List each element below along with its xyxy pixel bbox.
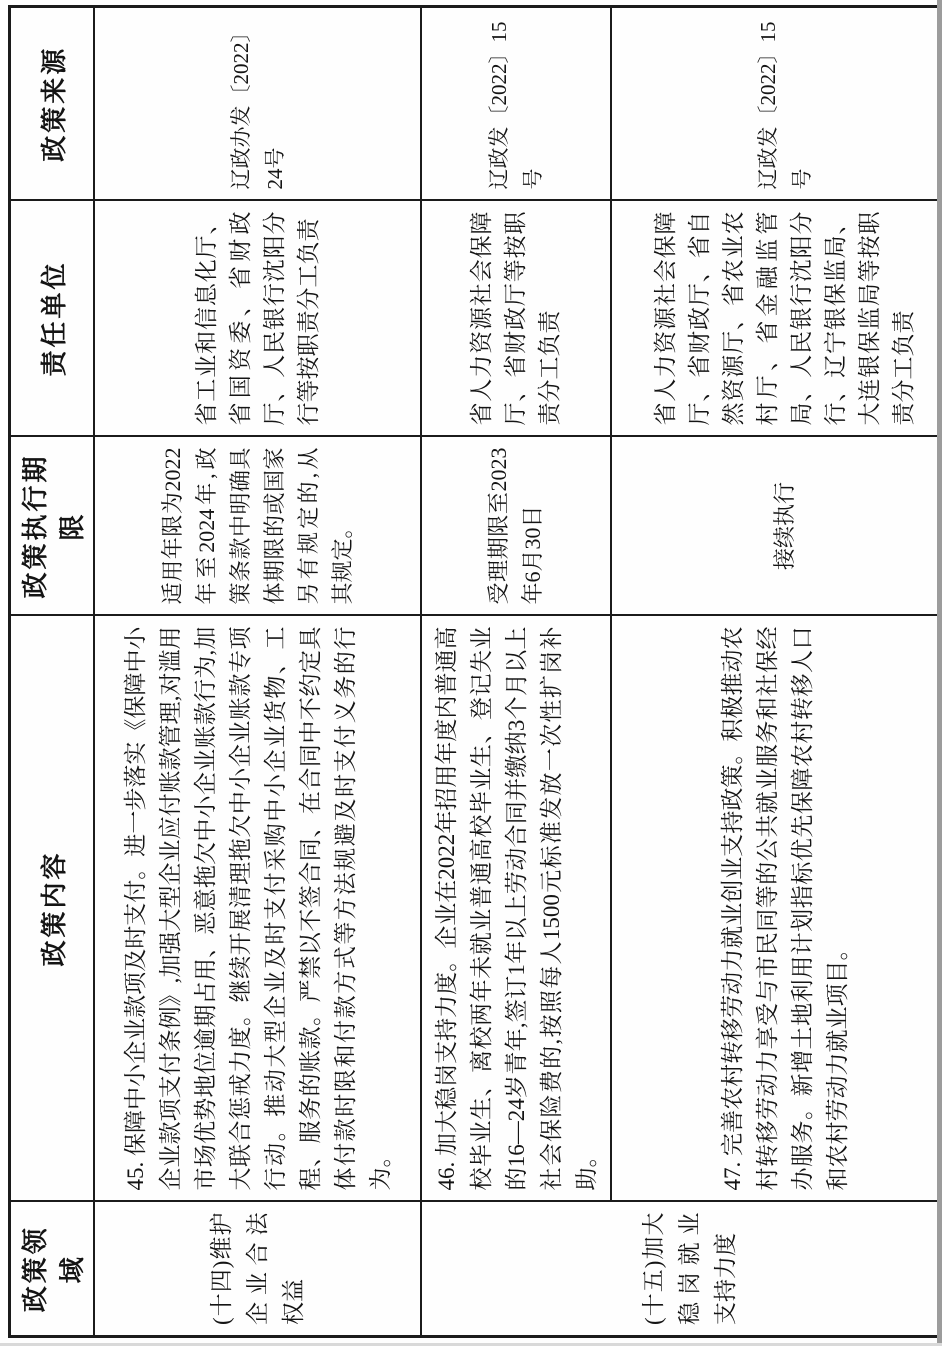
cell-45-source: 辽政办发〔2022〕24号 — [94, 7, 421, 201]
cell-45-unit: 省工业和信息化厅、省国资委、省财政厅、人民银行沈阳分行等按职责分工负责 — [94, 201, 421, 437]
cell-47-content: 47. 完善农村转移劳动力就业创业支持政策。积极推动农村转移劳动力享受与市民同等的公共就业服务和社保经办服务。新增土地利用计划指标优先保障农村转移人口和农村劳动力就业项目。 — [611, 616, 942, 1202]
cell-46-period: 受理期限至2023年6月30日 — [421, 437, 611, 616]
cell-45-field: (十四)维护企业合法权益 — [94, 1202, 421, 1337]
table-row-item-47 — [611, 7, 942, 1337]
cell-47-source: 辽政发〔2022〕15号 — [611, 7, 942, 201]
header-row — [10, 7, 95, 1337]
cell-46-source: 辽政发〔2022〕15号 — [421, 7, 611, 201]
cell-46-47-field-merged: (十五)加大稳岗就业支持力度 — [421, 1202, 942, 1337]
cell-45-content: 45. 保障中小企业款项及时支付。进一步落实《保障中小企业款项支付条例》,加强大型企业应付账款管理,对滥用市场优势地位逾期占用、恶意拖欠中小企业账款行为,加大联合惩戒力度。继续开展清理拖欠中小企业账款专项行动。推动大型企业及时支付采购中小企业货物、工程、服务的账款。严禁以不签合同、在合同中不约定具体付款时限和付款方式等方法规避及时支付义务的行为。 — [94, 616, 421, 1202]
scan-edge-shadow-right — [937, 0, 942, 1346]
table-row-item-46 — [421, 7, 611, 1337]
policy-table — [8, 5, 942, 1338]
rotated-table-container — [8, 8, 934, 1338]
header-cell-responsible-unit: 责任单位 — [10, 201, 95, 437]
header-cell-policy-source: 政策来源 — [10, 7, 95, 201]
cell-47-period: 接续执行 — [611, 437, 942, 616]
cell-46-unit: 省人力资源社会保障厅、省财政厅等按职责分工负责 — [421, 201, 611, 437]
header-cell-policy-field: 政策领域 — [10, 1202, 95, 1337]
table-row-item-45 — [94, 7, 421, 1337]
header-cell-policy-period: 政策执行期限 — [10, 437, 95, 616]
header-cell-policy-content: 政策内容 — [10, 616, 95, 1202]
cell-46-content: 46. 加大稳岗支持力度。企业在2022年招用年度内普通高校毕业生、离校两年未就业普通高校毕业生、登记失业的16—24岁青年,签订1年以上劳动合同并缴纳3个月以上社会保险费的,按照每人1500元标准发放一次性扩岗补助。 — [421, 616, 611, 1202]
cell-45-period: 适用年限为2022年至2024年,政策条款中明确具体期限的或国家另有规定的,从其规定。 — [94, 437, 421, 616]
cell-47-unit: 省人力资源社会保障厅、省财政厅、省自然资源厅、省农业农村厅、省金融监管局、人民银行沈阳分行、辽宁银保监局、大连银保监局等按职责分工负责 — [611, 201, 942, 437]
